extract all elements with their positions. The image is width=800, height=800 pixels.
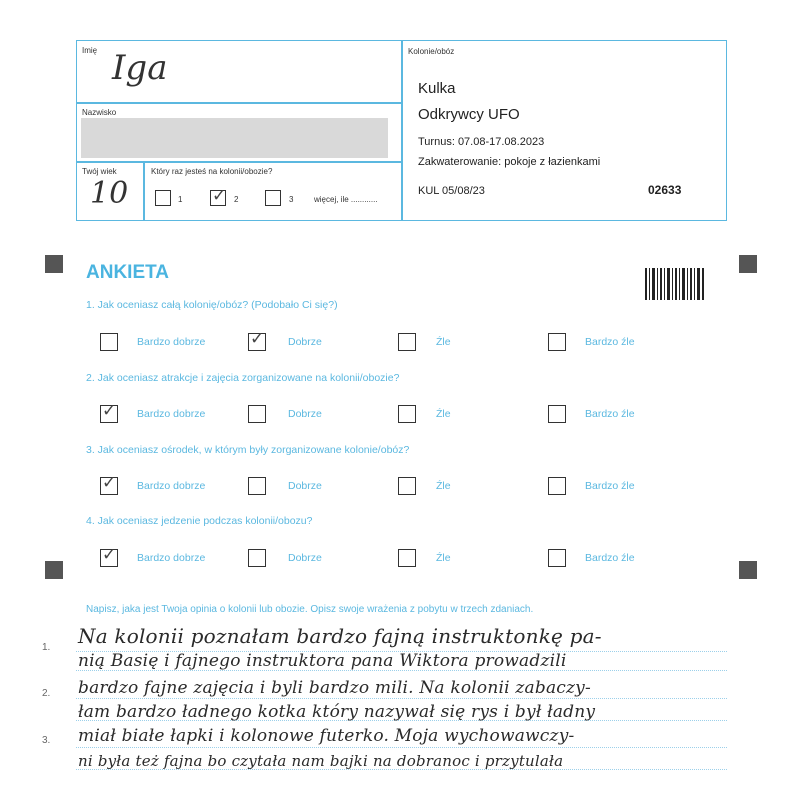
check-mark-icon: ✓ [102,401,117,421]
option-label: Dobrze [288,552,322,564]
q3-checkbox-dobrze[interactable] [248,477,266,495]
option-label: Źle [436,480,451,492]
registration-mark [45,255,63,273]
opinion-line-3[interactable]: bardzo fajne zajęcia i byli bardzo mili. Na kolonii zabaczy- [78,678,591,698]
name-value[interactable]: Iga [112,48,168,88]
form-number: 02633 [648,183,682,197]
header-divider [76,102,402,104]
line-number: 2. [42,688,51,699]
option-label: Dobrze [288,408,322,420]
accommodation: Zakwaterowanie: pokoje z łazienkami [418,156,601,168]
option-label: Bardzo dobrze [137,336,206,348]
times-option-2: 2 [234,195,239,204]
line-number: 3. [42,735,51,746]
registration-mark [739,561,757,579]
question-text: 2. Jak oceniasz atrakcje i zajęcia zorganizowane na kolonii/obozie? [86,372,400,384]
check-mark-icon: ✓ [102,473,117,493]
writing-line [76,698,727,699]
question-text: 3. Jak oceniasz ośrodek, w którym były zorganizowane kolonie/obóz? [86,444,410,456]
opinion-line-2[interactable]: nią Basię i fajnego instruktora pana Wiktora prowadzili [78,651,567,671]
option-label: Bardzo źle [585,408,635,420]
option-label: Źle [436,552,451,564]
opinion-line-4[interactable]: łam bardzo ładnego kotka który nazywał się rys i był ładny [78,702,596,722]
option-label: Źle [436,408,451,420]
question-text: 4. Jak oceniasz jedzenie podczas kolonii/obozu? [86,515,313,527]
camp-code: KUL 05/08/23 [418,185,485,197]
q4-checkbox-dobrze[interactable] [248,549,266,567]
q2-checkbox-dobrze[interactable] [248,405,266,423]
q3-checkbox-bardzo-dobrze[interactable] [100,473,118,495]
q4-checkbox-bardzo-zle[interactable] [548,549,566,567]
age-value[interactable]: 10 [90,176,129,211]
option-label: Bardzo dobrze [137,552,206,564]
camp-name: Kulka [418,80,456,97]
q2-checkbox-zle[interactable] [398,405,416,423]
option-label: Bardzo dobrze [137,408,206,420]
q1-checkbox-bardzo-zle[interactable] [548,333,566,351]
line-number: 1. [42,642,51,653]
q2-checkbox-bardzo-zle[interactable] [548,405,566,423]
q2-checkbox-bardzo-dobrze[interactable] [100,401,118,423]
option-label: Bardzo źle [585,480,635,492]
turnus: Turnus: 07.08-17.08.2023 [418,136,545,148]
option-label: Bardzo źle [585,336,635,348]
surname-redacted [81,118,388,158]
q4-checkbox-zle[interactable] [398,549,416,567]
question-text: 1. Jak oceniasz całą kolonię/obóz? (Podobało Ci się?) [86,299,338,311]
times-checkbox-2[interactable] [210,186,227,206]
q4-checkbox-bardzo-dobrze[interactable] [100,545,118,567]
header-divider [401,40,403,221]
name-label: Imię [82,46,98,55]
age-label: Twój wiek [82,167,117,176]
times-more: więcej, ile ............ [314,195,378,204]
writing-line [76,747,727,748]
check-mark-icon: ✓ [212,186,227,206]
option-label: Dobrze [288,480,322,492]
opinion-line-1[interactable]: Na kolonii poznałam bardzo fajną instruktonkę pa- [78,624,602,648]
header-divider [143,161,145,221]
survey-title: ANKIETA [86,262,170,283]
q1-checkbox-dobrze[interactable] [248,329,266,351]
q1-checkbox-bardzo-dobrze[interactable] [100,333,118,351]
registration-mark [739,255,757,273]
times-label: Który raz jesteś na kolonii/obozie? [151,167,273,176]
camp-program: Odkrywcy UFO [418,106,520,123]
option-label: Bardzo dobrze [137,480,206,492]
times-option-1: 1 [178,195,183,204]
camp-label: Kolonie/obóz [408,47,455,56]
times-option-3: 3 [289,195,294,204]
surname-label: Nazwisko [82,108,117,117]
opinion-line-5[interactable]: miał białe łapki i kolonowe futerko. Moja wychowawczy- [78,726,575,746]
q3-checkbox-zle[interactable] [398,477,416,495]
times-checkbox-3[interactable] [265,190,281,206]
option-label: Bardzo źle [585,552,635,564]
times-checkbox-1[interactable] [155,190,171,206]
q3-checkbox-bardzo-zle[interactable] [548,477,566,495]
check-mark-icon: ✓ [102,545,117,565]
header-divider [76,161,402,163]
registration-mark [45,561,63,579]
option-label: Dobrze [288,336,322,348]
barcode-icon [645,268,705,300]
opinion-line-6[interactable]: ni była też fajna bo czytała nam bajki na dobranoc i przytulała [78,752,564,770]
option-label: Źle [436,336,451,348]
opinion-prompt: Napisz, jaka jest Twoja opinia o kolonii lub obozie. Opisz swoje wrażenia z pobytu w trzech zdaniach. [86,604,534,615]
check-mark-icon: ✓ [250,329,265,349]
q1-checkbox-zle[interactable] [398,333,416,351]
